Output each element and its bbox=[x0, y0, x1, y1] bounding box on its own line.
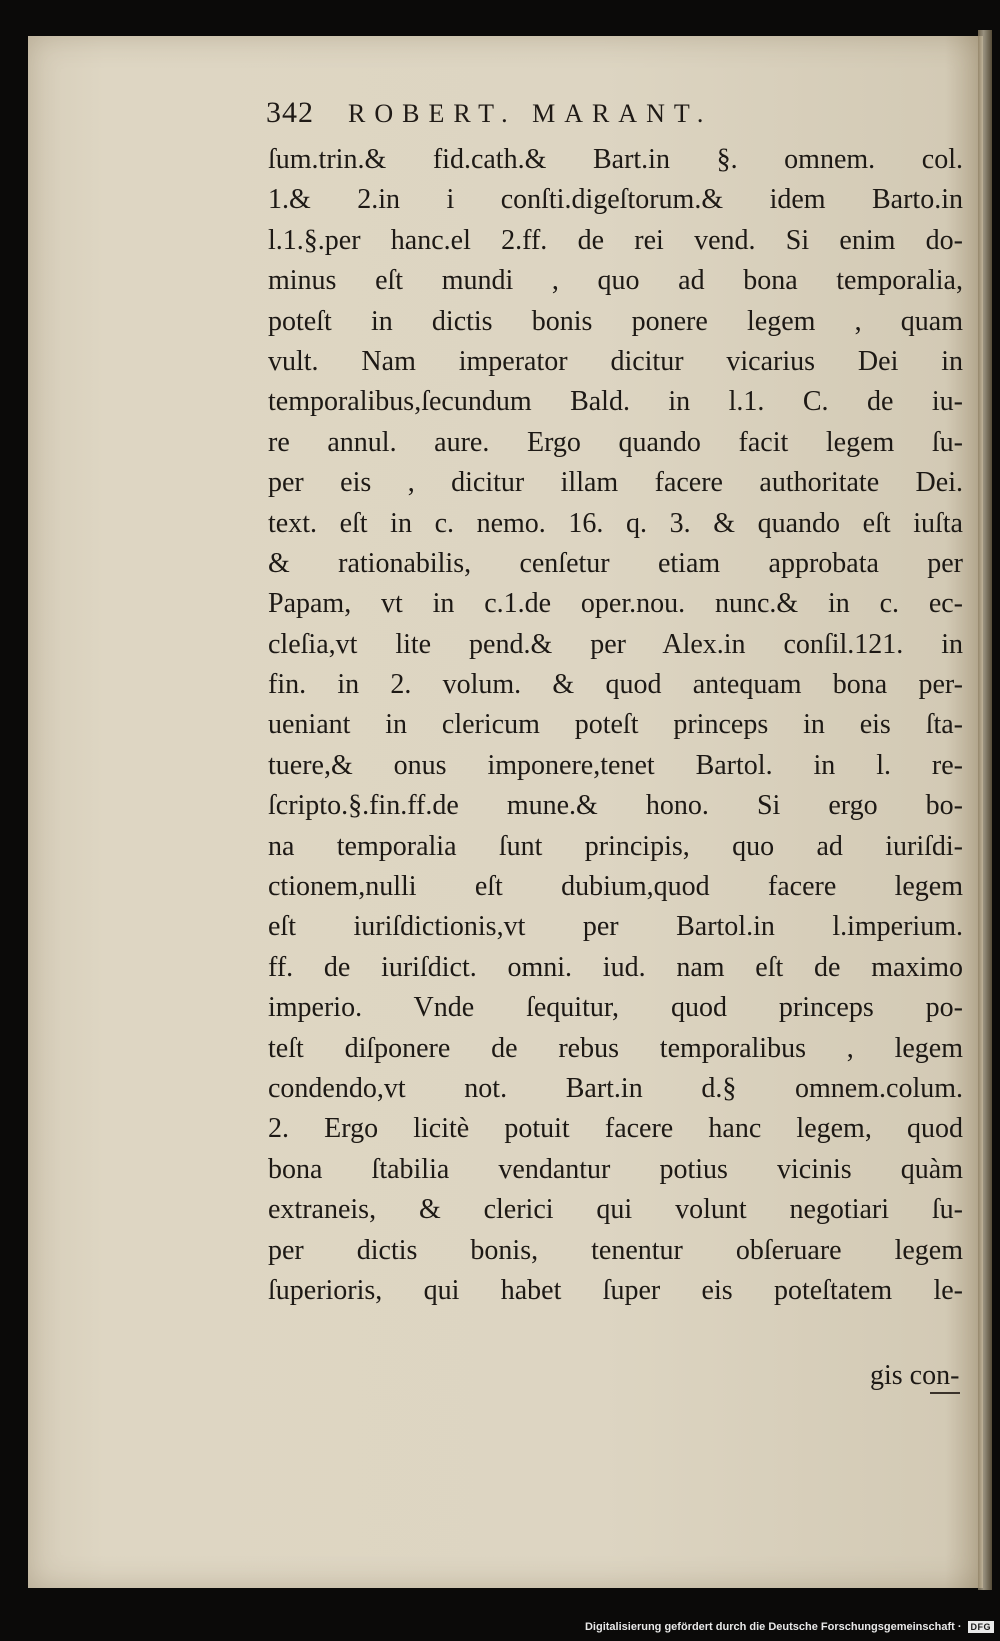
text-line: minus eſt mundi , quo ad bona temporalia, bbox=[268, 265, 963, 297]
catchword: gis con- bbox=[870, 1360, 960, 1391]
text-line: l.1.§.per hanc.el 2.ff. de rei vend. Si enim do- bbox=[268, 224, 963, 256]
text-line: extraneis, & clerici qui volunt negotiari ſu- bbox=[268, 1194, 963, 1226]
text-line: eſt iuriſdictionis,vt per Bartol.in l.imperium. bbox=[268, 911, 963, 943]
text-line: cleſia,vt lite pend.& per Alex.in conſil.121. in bbox=[268, 628, 963, 660]
text-line: ff. de iuriſdict. omni. iud. nam eſt de maximo bbox=[268, 951, 963, 983]
running-head: ROBERT. MARANT. bbox=[348, 99, 713, 128]
text-line: ctionem,nulli eſt dubium,quod facere legem bbox=[268, 871, 963, 903]
page-edge bbox=[978, 30, 992, 1590]
text-line: 2. Ergo licitè potuit facere hanc legem, quod bbox=[268, 1113, 963, 1145]
text-block bbox=[268, 140, 963, 1311]
text-line: condendo,vt not. Bart.in d.§ omnem.colum. bbox=[268, 1072, 963, 1104]
text-line: per dictis bonis, tenentur obſeruare legem bbox=[268, 1234, 963, 1266]
dfg-logo: DFG bbox=[968, 1621, 995, 1633]
text-line: imperio. Vnde ſequitur, quod princeps po- bbox=[268, 992, 963, 1024]
text-line: per eis , dicitur illam facere authoritate Dei. bbox=[268, 467, 963, 499]
text-line: teſt diſponere de rebus temporalibus , legem bbox=[268, 1032, 963, 1064]
text-line: ueniant in clericum poteſt princeps in eis ſta- bbox=[268, 709, 963, 741]
text-line: poteſt in dictis bonis ponere legem , quam bbox=[268, 305, 963, 337]
text-line: vult. Nam imperator dicitur vicarius Dei in bbox=[268, 345, 963, 377]
text-line: text. eſt in c. nemo. 16. q. 3. & quando eſt iuſta bbox=[268, 507, 963, 539]
text-line: tuere,& onus imponere,tenet Bartol. in l. re- bbox=[268, 749, 963, 781]
text-line: bona ſtabilia vendantur potius vicinis quàm bbox=[268, 1153, 963, 1185]
text-line: temporalibus,ſecundum Bald. in l.1. C. de iu- bbox=[268, 386, 963, 418]
text-line: re annul. aure. Ergo quando facit legem ſu- bbox=[268, 426, 963, 458]
page-header bbox=[266, 96, 846, 136]
text-line: ſum.trin.& fid.cath.& Bart.in §. omnem. col. bbox=[268, 144, 963, 175]
text-line: 1.& 2.in i conſti.digeſtorum.& idem Barto.in bbox=[268, 184, 963, 216]
digitization-credit bbox=[585, 1621, 994, 1633]
text-line: fin. in 2. volum. & quod antequam bona per- bbox=[268, 669, 963, 701]
text-line: Papam, vt in c.1.de oper.nou. nunc.& in c. ec- bbox=[268, 588, 963, 620]
page-number: 342 bbox=[266, 96, 314, 129]
text-line: & rationabilis, cenſetur etiam approbata per bbox=[268, 547, 963, 579]
catchword-underline bbox=[930, 1392, 960, 1394]
text-line: na temporalia ſunt principis, quo ad iuriſdi- bbox=[268, 830, 963, 862]
text-line: ſcripto.§.fin.ff.de mune.& hono. Si ergo bo- bbox=[268, 790, 963, 822]
text-line: ſuperioris, qui habet ſuper eis poteſtatem le- bbox=[268, 1274, 963, 1306]
credit-text: Digitalisierung gefördert durch die Deutsche Forschungsgemeinschaft · bbox=[584, 1621, 962, 1633]
